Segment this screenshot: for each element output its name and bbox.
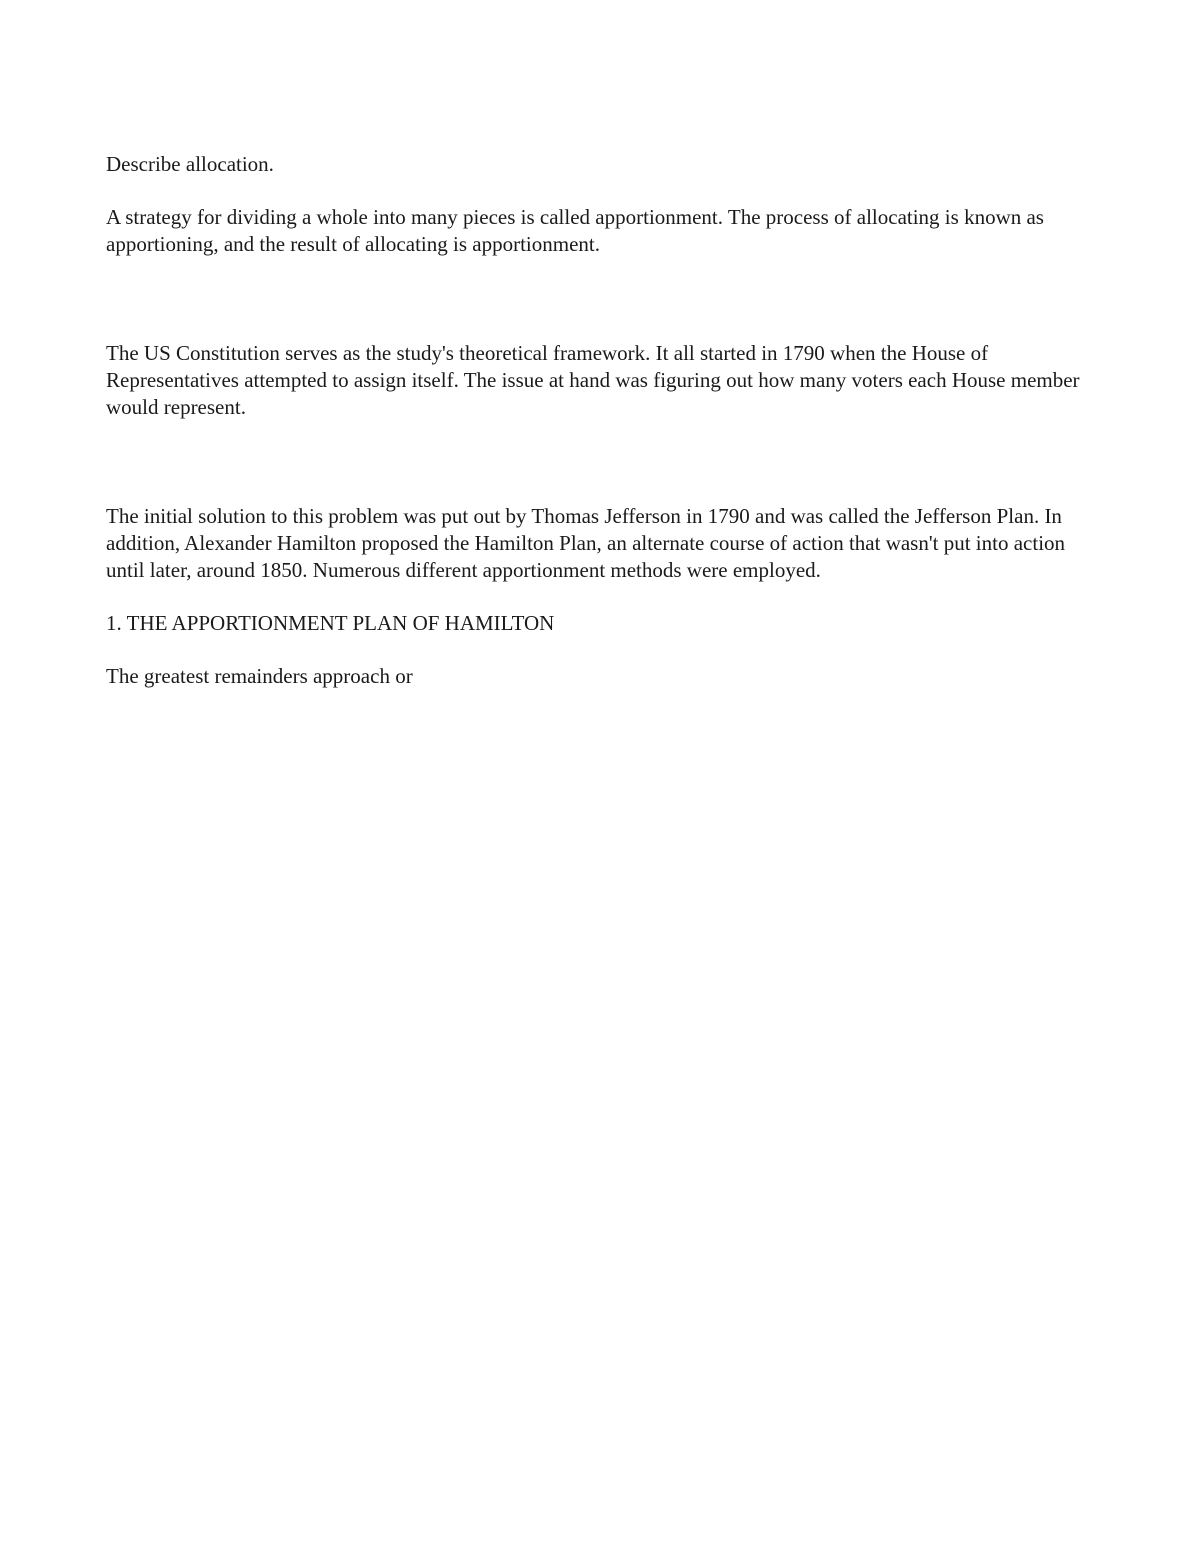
constitution-paragraph: The US Constitution serves as the study's theoretical framework. It all started in 1790 when the House of Representatives attempted to assign itself. The issue at hand was figuring out how many voters each House member would represent. xyxy=(106,341,1080,419)
definition-paragraph: A strategy for dividing a whole into many pieces is called apportionment. The process of allocating is known as apportioning, and the result of allocating is apportionment. xyxy=(106,205,1044,256)
question-heading: Describe allocation. xyxy=(106,152,274,176)
section-heading-hamilton: 1. THE APPORTIONMENT PLAN OF HAMILTON xyxy=(106,611,555,635)
remainders-paragraph: The greatest remainders approach or xyxy=(106,664,413,688)
document-body xyxy=(106,151,1106,690)
jefferson-hamilton-paragraph: The initial solution to this problem was put out by Thomas Jefferson in 1790 and was called the Jefferson Plan. In addition, Alexander Hamilton proposed the Hamilton Plan, an alternate course of action that wasn't put into action until later, around 1850. Numerous different apportionment methods were employed. xyxy=(106,504,1066,582)
